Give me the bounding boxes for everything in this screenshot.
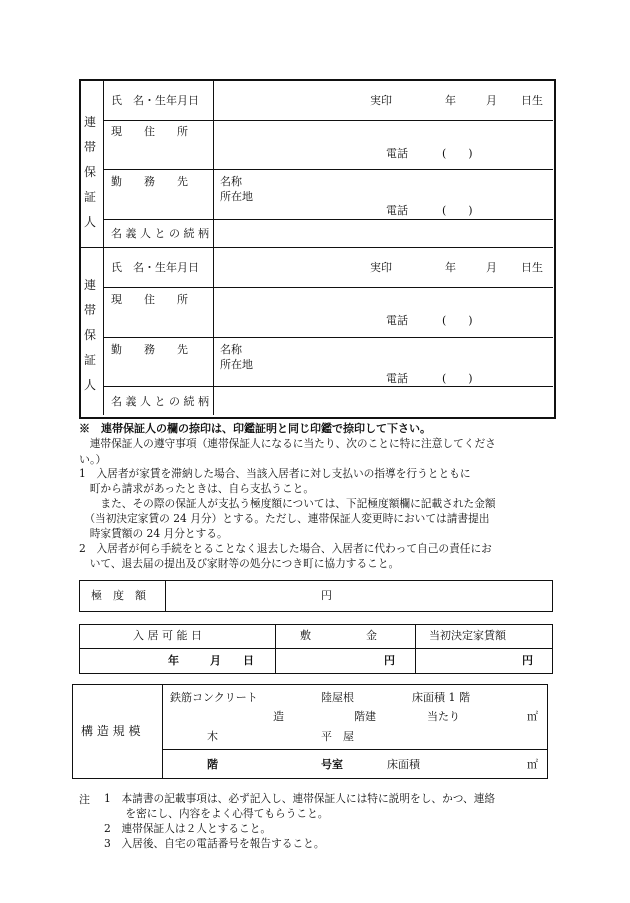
guarantor1-month: 月 bbox=[486, 94, 497, 107]
notice-line: 2 入居者が何ら手続をとることなく退去した場合、入居者に代わって自己の責任にお bbox=[79, 542, 492, 555]
guarantor2-month: 月 bbox=[486, 261, 497, 274]
guarantor2-work-name: 名称 bbox=[220, 343, 242, 356]
guarantor1-work-name: 名称 bbox=[220, 175, 242, 188]
structure-hiraya: 平 屋 bbox=[321, 730, 354, 743]
guarantor2-work-paren: ( ) bbox=[442, 372, 473, 385]
guarantor2-relation-label: 名 義 人 と の 続 柄 bbox=[111, 395, 209, 408]
notice-line: いて、退去届の提出及び家財等の処分につき町に協力すること。 bbox=[79, 557, 400, 570]
notice-line: 1 入居者が家賃を滞納した場合、当該入居者に対し支払いの指導を行うとともに bbox=[79, 467, 471, 480]
guarantor2-work-location: 所在地 bbox=[220, 358, 253, 371]
deposit-yen: 円 bbox=[384, 654, 395, 667]
initial-rent-header: 当初決定家賃額 bbox=[429, 629, 506, 642]
structure-rc: 鉄筋コンクリート bbox=[170, 691, 258, 704]
structure-kai: 階 bbox=[207, 758, 218, 771]
guarantor1-work-label: 勤 務 先 bbox=[111, 175, 188, 188]
guarantor1-year: 年 bbox=[445, 94, 456, 107]
guarantor1-seal: 実印 bbox=[370, 94, 392, 107]
guarantor1-born: 日生 bbox=[521, 94, 543, 107]
limit-label: 極 度 額 bbox=[91, 589, 146, 602]
guarantor1-work-paren: ( ) bbox=[442, 204, 473, 217]
notes-item: 1 本請書の記載事項は、必ず記入し、連帯保証人には特に説明をし、かつ、連絡 bbox=[104, 792, 496, 805]
guarantor2-work-label: 勤 務 先 bbox=[111, 343, 188, 356]
guarantor1-relation-label: 名 義 人 と の 続 柄 bbox=[111, 227, 209, 240]
structure-floor-area: 床面積 bbox=[387, 758, 420, 771]
guarantor2-address-label: 現 住 所 bbox=[111, 293, 188, 306]
notice-line: 時家賃額の 24 月分とする。 bbox=[79, 527, 228, 540]
structure-m2-2: ㎡ bbox=[527, 758, 538, 771]
move-date-header: 入 居 可 能 日 bbox=[133, 629, 202, 642]
notice-line: （当初決定家賃の 24 月分）とする。ただし、連帯保証人変更時においては請書提出 bbox=[79, 512, 490, 525]
notes-head: 注 bbox=[79, 793, 90, 806]
notes-item: を密にし、内容をよく心得てもらうこと。 bbox=[104, 807, 329, 820]
notice-bold-line: ※ 連帯保証人の欄の捺印は、印鑑証明と同じ印鑑で捺印して下さい。 bbox=[79, 422, 431, 435]
guarantor1-work-phone: 電話 bbox=[386, 204, 408, 217]
guarantor2-address-paren: ( ) bbox=[442, 314, 473, 327]
notice-line: 連帯保証人の遵守事項（連帯保証人になるに当たり、次のことに特に注意してくださ bbox=[79, 437, 496, 450]
guarantor2-name-label: 氏 名・生年月日 bbox=[111, 261, 199, 274]
guarantor1-work-location: 所在地 bbox=[220, 190, 253, 203]
guarantor1-name-label: 氏 名・生年月日 bbox=[111, 94, 199, 107]
limit-box bbox=[79, 580, 553, 612]
structure-label: 構 造 規 模 bbox=[81, 724, 141, 738]
structure-m2-1: ㎡ bbox=[527, 710, 538, 723]
guarantor2-vertical-label: 連 帯 保 証 人 bbox=[84, 278, 97, 392]
structure-wood: 木 bbox=[207, 730, 218, 743]
notice-line: 町から請求があったときは、自ら支払うこと。 bbox=[79, 482, 315, 495]
limit-yen: 円 bbox=[321, 589, 332, 602]
rent-yen: 円 bbox=[522, 654, 533, 667]
structure-floor1: 床面積 1 階 bbox=[412, 691, 470, 704]
deposit-header: 敷 金 bbox=[300, 629, 377, 642]
notes-item: 2 連帯保証人は２人とすること。 bbox=[104, 822, 272, 835]
notes-item: 3 入居後、自宅の電話番号を報告すること。 bbox=[104, 837, 325, 850]
structure-rikuyane: 陸屋根 bbox=[321, 691, 354, 704]
guarantor2-year: 年 bbox=[445, 261, 456, 274]
structure-atari: 当たり bbox=[427, 710, 460, 723]
guarantor1-address-phone: 電話 bbox=[386, 147, 408, 160]
move-year: 年 bbox=[168, 654, 179, 667]
structure-zou: 造 bbox=[273, 710, 284, 723]
structure-goshitsu: 号室 bbox=[321, 758, 343, 771]
guarantor1-vertical-label: 連 帯 保 証 人 bbox=[84, 115, 97, 229]
guarantor1-address-paren: ( ) bbox=[442, 147, 473, 160]
guarantor1-address-label: 現 住 所 bbox=[111, 125, 188, 138]
move-month: 月 bbox=[210, 654, 221, 667]
guarantor2-address-phone: 電話 bbox=[386, 314, 408, 327]
notice-line: また、その際の保証人が支払う極度額については、下記極度額欄に記載された金額 bbox=[79, 497, 496, 510]
structure-table bbox=[72, 684, 548, 779]
move-day: 日 bbox=[243, 654, 254, 667]
notice-line: い。） bbox=[79, 453, 107, 466]
structure-kaidate: 階建 bbox=[354, 710, 376, 723]
guarantor2-seal: 実印 bbox=[370, 261, 392, 274]
guarantor2-work-phone: 電話 bbox=[386, 372, 408, 385]
guarantor2-born: 日生 bbox=[521, 261, 543, 274]
